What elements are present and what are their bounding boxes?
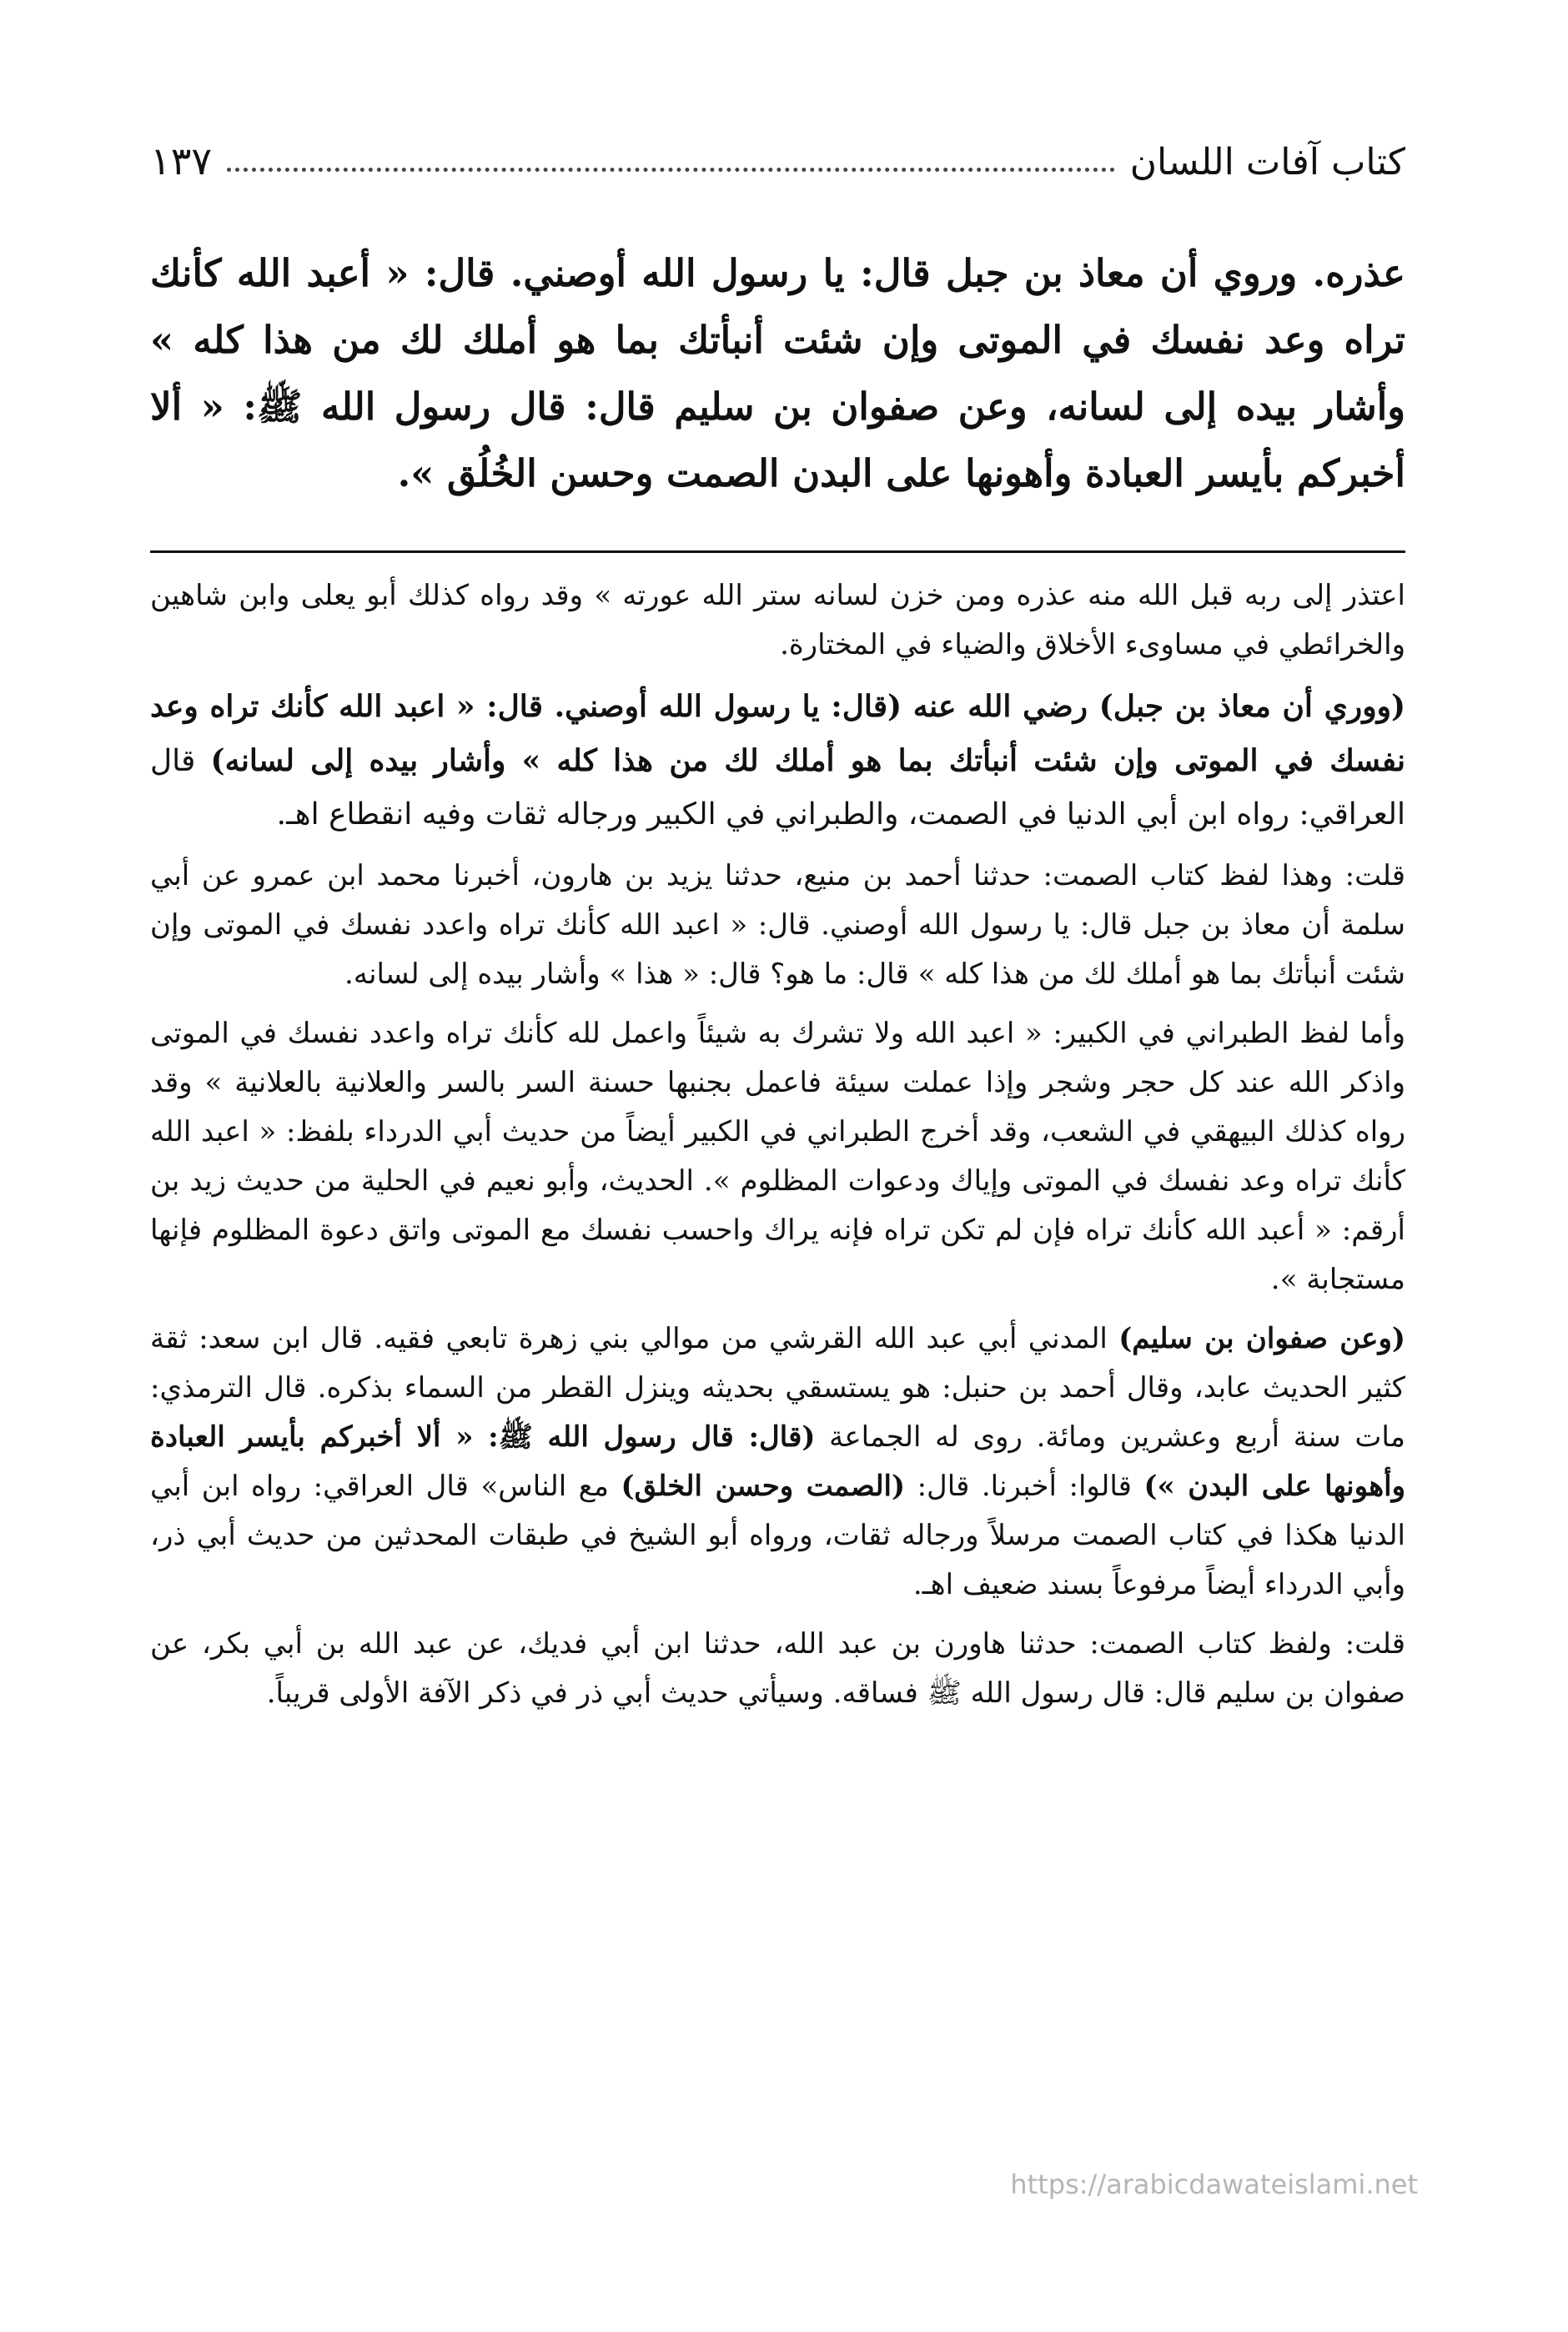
running-header	[150, 125, 1405, 183]
main-text: عذره. وروي أن معاذ بن جبل قال: يا رسول الله أوصني. قال: « أعبد الله كأنك تراه وعد نفسك في الموتى وإن شئت أنبأتك بما هو أملك لك من هذا كله » وأشار بيده إلى لسانه، وعن صفوان بن سليم قال: قال رسول الله ﷺ: « ألا أخبركم بأيسر العبادة وأهونها على البدن الصمت وحسن الخُلُق ».	[150, 251, 1405, 495]
commentary	[150, 571, 1405, 1728]
commentary-text: قالوا: أخبرنا. قال:	[905, 1470, 1144, 1503]
commentary-text: مع الناس» قال العراقي: رواه ابن أبي الدنيا هكذا في كتاب الصمت مرسلاً ورجاله ثقات، ورواه أبو الشيخ في طبقات المحدثين من حديث أبي ذر، وأبي الدرداء أيضاً مرفوعاً بسند ضعيف اهـ.	[150, 1470, 1405, 1601]
commentary-text: المدني أبي عبد الله القرشي من موالي بني زهرة تابعي فقيه. قال ابن سعد: ثقة كثير الحديث عابد، وقال أحمد بن حنبل: هو يستسقي بحديثه وينزل القطر من السماء بذكره. قال الترمذي: مات سنة أربع وعشرين ومائة. روى له الجماعة	[150, 1322, 1405, 1454]
running-title: كتاب آفات اللسان	[1129, 141, 1405, 183]
dotted-leader	[227, 168, 1115, 172]
commentary-paragraph-5	[150, 1314, 1405, 1610]
quoted-matn: (الصمت وحسن الخلق)	[621, 1470, 906, 1503]
footnote-separator	[150, 550, 1405, 553]
commentary-paragraph-3: قلت: وهذا لفظ كتاب الصمت: حدثنا أحمد بن منيع، حدثنا يزيد بن هارون، أخبرنا محمد ابن عمرو عن أبي سلمة أن معاذ بن جبل قال: يا رسول الله أوصني. قال: « اعبد الله كأنك تراه واعدد نفسك في الموتى وإن شئت أنبأتك بما هو أملك لك من هذا كله » قال: ما هو؟ قال: « هذا » وأشار بيده إلى لسانه.	[150, 859, 1405, 991]
quoted-matn: (ووري أن معاذ بن جبل) رضي الله عنه (قال: يا رسول الله أوصني. قال: « اعبد الله كأنك تراه وعد نفسك في الموتى وإن شئت أنبأتك بما هو أملك لك من هذا كله » وأشار بيده إلى لسانه)	[150, 689, 1405, 778]
quoted-matn: (وعن صفوان بن سليم)	[1118, 1322, 1405, 1355]
commentary-paragraph-2	[150, 680, 1405, 842]
commentary-paragraph-6: قلت: ولفظ كتاب الصمت: حدثنا هاورن بن عبد الله، حدثنا ابن أبي فديك، عن عبد الله بن أبي بكر، عن صفوان بن سليم قال: قال رسول الله ﷺ فساقه. وسيأتي حديث أبي ذر في ذكر الآفة الأولى قريباً.	[150, 1627, 1405, 1710]
commentary-paragraph-1: اعتذر إلى ربه قبل الله منه عذره ومن خزن لسانه ستر الله عورته » وقد رواه كذلك أبو يعلى وابن شاهين والخرائطي في مساوىء الأخلاق والضياء في المختارة.	[150, 579, 1405, 661]
page-number: ١٣٧	[150, 138, 213, 183]
quoted-matn: (قال: قال رسول الله ﷺ: « ألا أخبركم بأيسر العبادة وأهونها على البدن »)	[150, 1420, 1405, 1503]
commentary-paragraph-4: وأما لفظ الطبراني في الكبير: « اعبد الله ولا تشرك به شيئاً واعمل لله كأنك تراه واعدد نفسك في الموتى واذكر الله عند كل حجر وشجر وإذا عملت سيئة فاعمل بجنبها حسنة السر بالسر والعلانية بالعلانية » وقد رواه كذلك البيهقي في الشعب، وقد أخرج الطبراني في الكبير أيضاً من حديث أبي الدرداء بلفظ: « اعبد الله كأنك تراه وعد نفسك في الموتى وإياك ودعوات المظلوم ». الحديث، وأبو نعيم في الحلية من حديث زيد بن أرقم: « أعبد الله كأنك تراه فإن لم تكن تراه فإنه يراك واحسب نفسك مع الموتى واتق دعوة المظلوم فإنها مستجابة ».	[150, 1017, 1405, 1296]
commentary-text: قال العراقي: رواه ابن أبي الدنيا في الصمت، والطبراني في الكبير ورجاله ثقات وفيه انقطاع اهـ.	[150, 744, 1405, 832]
watermark-url: https://arabicdawateislami.net	[1010, 2169, 1418, 2200]
